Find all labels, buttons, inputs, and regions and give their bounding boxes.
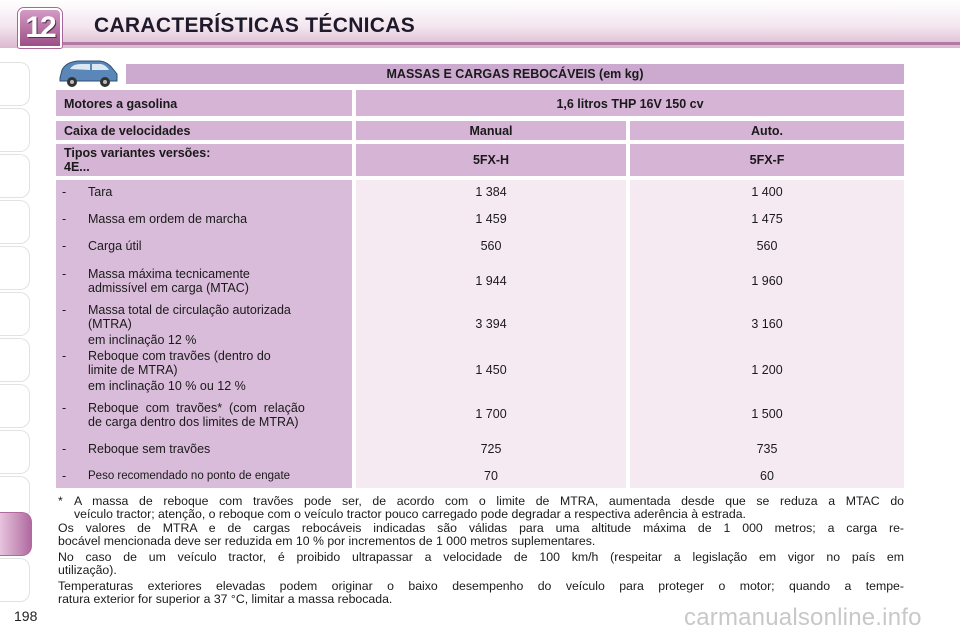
row-label: Massa máxima tecnicamente bbox=[88, 267, 250, 281]
row-dash: - bbox=[62, 303, 67, 317]
row-value-auto: 3 160 bbox=[751, 317, 783, 331]
row-label: admissível em carga (MTAC) bbox=[88, 281, 249, 295]
row-label: de carga dentro dos limites de MTRA) bbox=[88, 415, 299, 429]
row-label: Tara bbox=[88, 185, 113, 199]
row-label: Peso recomendado no ponto de engate bbox=[88, 470, 291, 482]
chapter-number: 12 bbox=[25, 11, 55, 44]
row-dash: - bbox=[62, 349, 67, 363]
row-dash: - bbox=[62, 185, 67, 199]
row-value-manual: 725 bbox=[480, 442, 502, 456]
footnote-star: * bbox=[58, 494, 63, 508]
paragraph-mtra-line1: Os valores de MTRA e de cargas rebocáveis indicadas são válidas para uma altitude máxima de 1 000 metros; a carga re- bbox=[58, 521, 904, 535]
chapter-tab-4[interactable] bbox=[0, 200, 30, 244]
row-value-auto: 1 500 bbox=[751, 407, 783, 421]
types-label-line2: 4E... bbox=[64, 160, 90, 174]
row-label: Reboque sem travões bbox=[88, 442, 211, 456]
chapter-tab-6[interactable] bbox=[0, 292, 30, 336]
header-divider bbox=[60, 42, 960, 45]
chapter-tab-1[interactable] bbox=[0, 62, 30, 106]
row-value-auto: 1 400 bbox=[751, 185, 783, 199]
row-label: Massa total de circulação autorizada bbox=[88, 303, 291, 317]
chapter-tab-13[interactable] bbox=[0, 558, 30, 602]
paragraph-temperature-line2: ratura exterior for superior a 37 °C, limitar a massa rebocada. bbox=[58, 592, 393, 606]
row-label: Reboque com travões (dentro do bbox=[88, 349, 271, 363]
gearbox-auto: Auto. bbox=[630, 121, 904, 140]
row-value-manual: 3 394 bbox=[475, 317, 507, 331]
chapter-tab-2[interactable] bbox=[0, 108, 30, 152]
row-value-auto: 1 200 bbox=[751, 363, 783, 377]
row-value-manual: 560 bbox=[480, 239, 502, 253]
gearbox-label: Caixa de velocidades bbox=[56, 121, 352, 140]
paragraph-mtra-line2: bocável mencionada deve ser reduzida em 10 % por incrementos de 1 000 metros suplementares. bbox=[58, 534, 596, 548]
paragraph-speed-line1: No caso de um veículo tractor, é proibido ultrapassar a velocidade de 100 km/h (respeitar a legislação em vigor no país em bbox=[58, 550, 904, 564]
footnote-line1: A massa de reboque com travões pode ser, de acordo com o limite de MTRA, aumentada desde que se reduza a MTAC do bbox=[74, 494, 904, 508]
types-label-line1: Tipos variantes versões: bbox=[64, 146, 211, 160]
row-dash: - bbox=[62, 212, 67, 226]
row-label: (MTRA) bbox=[88, 317, 132, 331]
row-value-auto: 1 960 bbox=[751, 274, 783, 288]
row-dash: - bbox=[62, 239, 67, 253]
watermark: carmanualsonline.info bbox=[684, 604, 922, 631]
engine-label: Motores a gasolina bbox=[56, 90, 352, 116]
row-value-manual: 1 944 bbox=[475, 274, 507, 288]
car-icon bbox=[56, 56, 120, 90]
chapter-tab-5[interactable] bbox=[0, 246, 30, 290]
chapter-tab-8[interactable] bbox=[0, 384, 30, 428]
page-number: 198 bbox=[14, 608, 38, 624]
chapter-tab-7[interactable] bbox=[0, 338, 30, 382]
page-title: CARACTERÍSTICAS TÉCNICAS bbox=[94, 14, 416, 37]
row-label: Massa em ordem de marcha bbox=[88, 212, 248, 226]
row-value-manual: 70 bbox=[484, 469, 498, 483]
row-value-auto: 60 bbox=[760, 469, 774, 483]
row-label: Reboque com travões* (com relação bbox=[88, 401, 305, 415]
row-dash: - bbox=[62, 469, 67, 483]
row-value-auto: 1 475 bbox=[751, 212, 783, 226]
gearbox-manual: Manual bbox=[356, 121, 626, 140]
row-dash: - bbox=[62, 401, 67, 415]
row-label: em inclinação 12 % bbox=[88, 333, 197, 347]
row-label: limite de MTRA) bbox=[88, 363, 178, 377]
type-manual: 5FX-H bbox=[356, 144, 626, 176]
row-dash: - bbox=[62, 442, 67, 456]
types-label bbox=[56, 144, 352, 176]
paragraph-speed-line2: utilização). bbox=[58, 563, 117, 577]
chapter-tab-3[interactable] bbox=[0, 154, 30, 198]
engine-value: 1,6 litros THP 16V 150 cv bbox=[356, 90, 904, 116]
row-dash: - bbox=[62, 267, 67, 281]
row-value-manual: 1 700 bbox=[475, 407, 507, 421]
row-value-auto: 560 bbox=[756, 239, 778, 253]
row-value-manual: 1 450 bbox=[475, 363, 507, 377]
row-value-auto: 735 bbox=[756, 442, 778, 456]
row-value-manual: 1 384 bbox=[475, 185, 507, 199]
paragraph-temperature-line1: Temperaturas exteriores elevadas podem originar o baixo desempenho do veículo para proteger o motor; quando a tempe- bbox=[58, 579, 904, 593]
chapter-tab-9[interactable] bbox=[0, 430, 30, 474]
footnote-line2: veículo tractor; atenção, o reboque com o veículo tractor pouco carregado pode degradar a respectiva aderência à estrada. bbox=[74, 507, 746, 521]
table-title: MASSAS E CARGAS REBOCÁVEIS (em kg) bbox=[126, 64, 904, 84]
row-label: Carga útil bbox=[88, 239, 142, 253]
row-label: em inclinação 10 % ou 12 % bbox=[88, 379, 246, 393]
chapter-tab-12-active[interactable] bbox=[0, 512, 32, 556]
row-value-manual: 1 459 bbox=[475, 212, 507, 226]
type-auto: 5FX-F bbox=[630, 144, 904, 176]
